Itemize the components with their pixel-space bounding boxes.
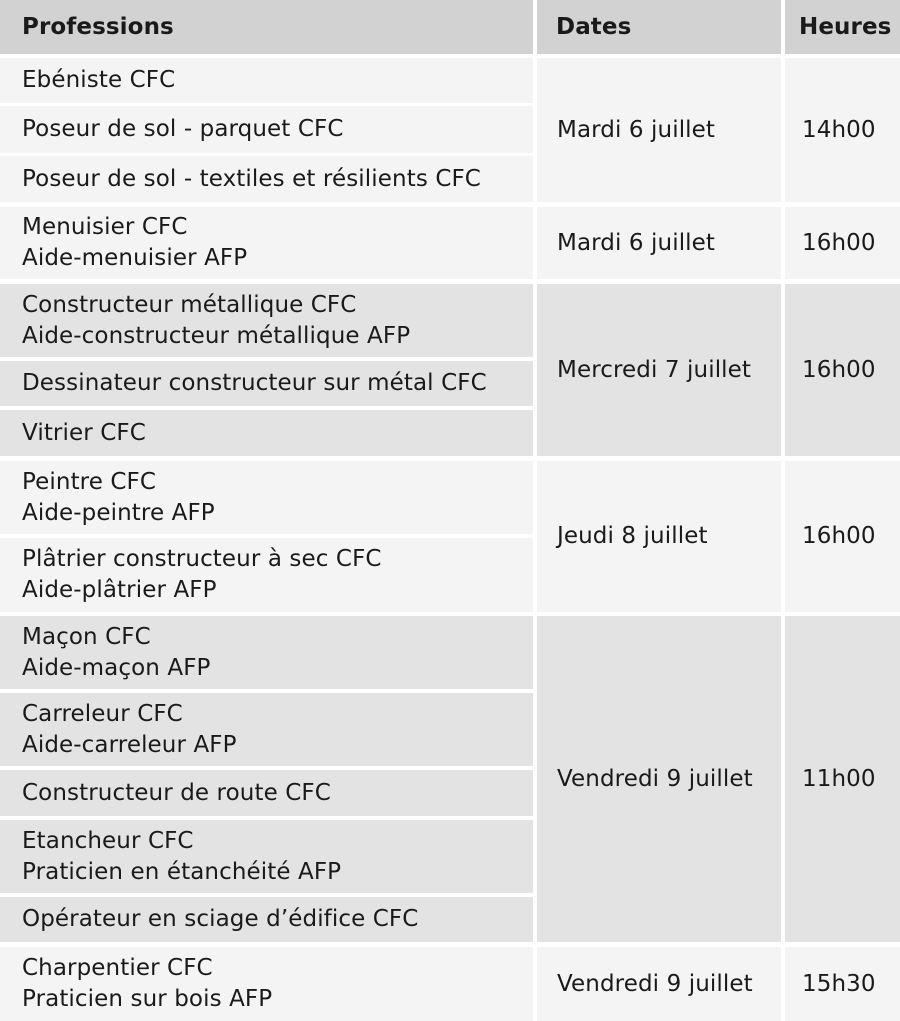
profession-line: Dessinateur constructeur sur métal CFC <box>22 370 487 396</box>
profession-cell <box>0 284 533 357</box>
header-dates-label: Dates <box>556 13 632 40</box>
date-cell <box>537 461 781 612</box>
date-cell <box>537 947 781 1021</box>
profession-cell <box>0 156 533 202</box>
profession-line: Charpentier CFC <box>22 955 213 981</box>
date-text: Vendredi 9 juillet <box>557 765 753 792</box>
profession-line: Poseur de sol - parquet CFC <box>22 116 344 142</box>
hour-cell <box>785 616 900 942</box>
date-cell <box>537 207 781 279</box>
profession-line: Menuisier CFC <box>22 214 188 240</box>
profession-line: Aide-constructeur métallique AFP <box>22 322 411 349</box>
profession-line: Praticien sur bois AFP <box>22 986 273 1012</box>
profession-cell <box>0 58 533 103</box>
date-cell <box>537 58 781 202</box>
profession-cell <box>0 820 533 893</box>
hour-text: 16h00 <box>802 229 876 256</box>
profession-line: Etancheur CFC <box>22 827 194 854</box>
profession-line: Poseur de sol - textiles et résilients CFC <box>22 165 481 192</box>
hour-text: 16h00 <box>802 523 876 549</box>
header-heures <box>785 0 900 54</box>
hour-text: 15h30 <box>802 970 876 997</box>
hour-cell <box>785 461 900 612</box>
hour-cell <box>785 947 900 1021</box>
profession-line: Ebéniste CFC <box>22 67 176 93</box>
profession-line: Aide-carreleur AFP <box>22 731 237 758</box>
header-heures-label: Heures <box>799 13 892 40</box>
profession-line: Constructeur de route CFC <box>22 779 331 806</box>
profession-cell <box>0 693 533 766</box>
profession-cell <box>0 410 533 456</box>
profession-cell <box>0 207 533 279</box>
date-text: Mercredi 7 juillet <box>557 356 752 383</box>
profession-cell <box>0 461 533 534</box>
header-dates <box>537 0 781 54</box>
profession-line: Carreleur CFC <box>22 700 183 727</box>
profession-cell <box>0 947 533 1021</box>
profession-line: Aide-menuisier AFP <box>22 245 248 271</box>
hour-text: 14h00 <box>802 116 876 143</box>
hour-cell <box>785 284 900 456</box>
profession-cell <box>0 616 533 689</box>
profession-line: Opérateur en sciage d’édifice CFC <box>22 906 419 932</box>
date-text: Jeudi 8 juillet <box>557 523 708 549</box>
profession-cell <box>0 770 533 816</box>
profession-line: Vitrier CFC <box>22 419 146 446</box>
profession-line: Aide-maçon AFP <box>22 654 211 681</box>
hour-text: 16h00 <box>802 356 876 383</box>
header-professions <box>0 0 533 54</box>
profession-cell <box>0 538 533 612</box>
profession-line: Aide-plâtrier AFP <box>22 577 217 603</box>
hour-cell <box>785 207 900 279</box>
profession-line: Aide-peintre AFP <box>22 499 215 526</box>
profession-cell <box>0 106 533 153</box>
profession-line: Constructeur métallique CFC <box>22 291 357 318</box>
profession-line: Peintre CFC <box>22 468 157 495</box>
date-cell <box>537 616 781 942</box>
profession-cell <box>0 897 533 942</box>
hour-text: 11h00 <box>802 765 876 792</box>
date-text: Mardi 6 juillet <box>557 229 716 256</box>
date-text: Vendredi 9 juillet <box>557 970 753 997</box>
hour-cell <box>785 58 900 202</box>
date-text: Mardi 6 juillet <box>557 116 716 143</box>
profession-cell <box>0 361 533 406</box>
profession-line: Plâtrier constructeur à sec CFC <box>22 546 382 572</box>
date-cell <box>537 284 781 456</box>
profession-line: Praticien en étanchéité AFP <box>22 858 342 885</box>
header-professions-label: Professions <box>22 13 174 40</box>
profession-line: Maçon CFC <box>22 623 151 650</box>
